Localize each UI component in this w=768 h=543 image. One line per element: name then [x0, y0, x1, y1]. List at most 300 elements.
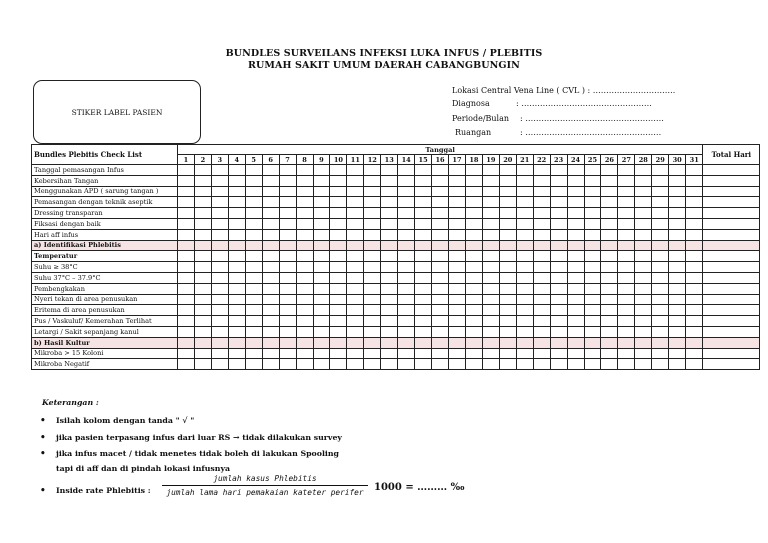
check-cell[interactable]: [533, 316, 550, 327]
check-cell[interactable]: [228, 305, 245, 316]
check-cell[interactable]: [499, 197, 516, 208]
check-cell[interactable]: [533, 272, 550, 283]
check-cell[interactable]: [550, 294, 567, 305]
check-cell[interactable]: [652, 283, 669, 294]
check-cell[interactable]: [465, 294, 482, 305]
check-cell[interactable]: [618, 305, 635, 316]
check-cell[interactable]: [398, 186, 415, 197]
check-cell[interactable]: [550, 337, 567, 348]
check-cell[interactable]: [245, 197, 262, 208]
check-cell[interactable]: [398, 240, 415, 251]
check-cell[interactable]: [228, 348, 245, 359]
check-cell[interactable]: [567, 208, 584, 219]
check-cell[interactable]: [516, 186, 533, 197]
check-cell[interactable]: [330, 272, 347, 283]
check-cell[interactable]: [550, 208, 567, 219]
check-cell[interactable]: [584, 283, 601, 294]
check-cell[interactable]: [567, 316, 584, 327]
total-cell[interactable]: [703, 262, 760, 273]
check-cell[interactable]: [533, 337, 550, 348]
check-cell[interactable]: [533, 326, 550, 337]
check-cell[interactable]: [482, 208, 499, 219]
check-cell[interactable]: [618, 186, 635, 197]
check-cell[interactable]: [686, 208, 703, 219]
check-cell[interactable]: [262, 197, 279, 208]
check-cell[interactable]: [499, 294, 516, 305]
check-cell[interactable]: [381, 359, 398, 370]
check-cell[interactable]: [194, 186, 211, 197]
check-cell[interactable]: [313, 272, 330, 283]
check-cell[interactable]: [601, 251, 618, 262]
total-cell[interactable]: [703, 240, 760, 251]
check-cell[interactable]: [381, 337, 398, 348]
check-cell[interactable]: [178, 272, 195, 283]
check-cell[interactable]: [330, 359, 347, 370]
check-cell[interactable]: [465, 186, 482, 197]
check-cell[interactable]: [567, 262, 584, 273]
check-cell[interactable]: [262, 251, 279, 262]
check-cell[interactable]: [262, 229, 279, 240]
check-cell[interactable]: [178, 337, 195, 348]
check-cell[interactable]: [449, 208, 466, 219]
check-cell[interactable]: [567, 197, 584, 208]
check-cell[interactable]: [211, 262, 228, 273]
check-cell[interactable]: [465, 272, 482, 283]
total-cell[interactable]: [703, 229, 760, 240]
check-cell[interactable]: [245, 229, 262, 240]
check-cell[interactable]: [228, 326, 245, 337]
check-cell[interactable]: [686, 359, 703, 370]
check-cell[interactable]: [449, 251, 466, 262]
check-cell[interactable]: [465, 229, 482, 240]
check-cell[interactable]: [364, 348, 381, 359]
check-cell[interactable]: [398, 316, 415, 327]
check-cell[interactable]: [211, 218, 228, 229]
check-cell[interactable]: [584, 337, 601, 348]
check-cell[interactable]: [228, 208, 245, 219]
check-cell[interactable]: [432, 272, 449, 283]
check-cell[interactable]: [262, 359, 279, 370]
check-cell[interactable]: [482, 240, 499, 251]
total-cell[interactable]: [703, 197, 760, 208]
check-cell[interactable]: [669, 197, 686, 208]
check-cell[interactable]: [279, 240, 296, 251]
check-cell[interactable]: [618, 337, 635, 348]
check-cell[interactable]: [364, 262, 381, 273]
check-cell[interactable]: [262, 262, 279, 273]
check-cell[interactable]: [618, 359, 635, 370]
check-cell[interactable]: [533, 283, 550, 294]
check-cell[interactable]: [499, 218, 516, 229]
check-cell[interactable]: [618, 175, 635, 186]
check-cell[interactable]: [465, 208, 482, 219]
check-cell[interactable]: [516, 229, 533, 240]
check-cell[interactable]: [313, 175, 330, 186]
check-cell[interactable]: [415, 326, 432, 337]
check-cell[interactable]: [618, 326, 635, 337]
check-cell[interactable]: [194, 229, 211, 240]
check-cell[interactable]: [347, 251, 364, 262]
check-cell[interactable]: [296, 359, 313, 370]
check-cell[interactable]: [415, 186, 432, 197]
check-cell[interactable]: [228, 229, 245, 240]
check-cell[interactable]: [669, 316, 686, 327]
check-cell[interactable]: [635, 175, 652, 186]
check-cell[interactable]: [516, 208, 533, 219]
check-cell[interactable]: [398, 262, 415, 273]
check-cell[interactable]: [313, 337, 330, 348]
check-cell[interactable]: [211, 175, 228, 186]
check-cell[interactable]: [669, 359, 686, 370]
check-cell[interactable]: [669, 240, 686, 251]
check-cell[interactable]: [347, 337, 364, 348]
check-cell[interactable]: [415, 218, 432, 229]
check-cell[interactable]: [482, 305, 499, 316]
check-cell[interactable]: [686, 175, 703, 186]
check-cell[interactable]: [279, 229, 296, 240]
check-cell[interactable]: [584, 197, 601, 208]
check-cell[interactable]: [618, 251, 635, 262]
check-cell[interactable]: [516, 175, 533, 186]
check-cell[interactable]: [449, 283, 466, 294]
check-cell[interactable]: [398, 326, 415, 337]
check-cell[interactable]: [364, 272, 381, 283]
total-cell[interactable]: [703, 359, 760, 370]
check-cell[interactable]: [533, 359, 550, 370]
check-cell[interactable]: [364, 337, 381, 348]
check-cell[interactable]: [499, 229, 516, 240]
check-cell[interactable]: [449, 337, 466, 348]
check-cell[interactable]: [178, 175, 195, 186]
check-cell[interactable]: [686, 240, 703, 251]
check-cell[interactable]: [279, 262, 296, 273]
check-cell[interactable]: [330, 186, 347, 197]
check-cell[interactable]: [618, 272, 635, 283]
check-cell[interactable]: [465, 251, 482, 262]
check-cell[interactable]: [228, 186, 245, 197]
check-cell[interactable]: [178, 165, 195, 176]
check-cell[interactable]: [584, 326, 601, 337]
check-cell[interactable]: [178, 359, 195, 370]
check-cell[interactable]: [313, 208, 330, 219]
check-cell[interactable]: [279, 272, 296, 283]
check-cell[interactable]: [211, 186, 228, 197]
check-cell[interactable]: [296, 305, 313, 316]
check-cell[interactable]: [482, 165, 499, 176]
lokasi-dots[interactable]: ………………………….: [592, 86, 676, 95]
check-cell[interactable]: [533, 294, 550, 305]
check-cell[interactable]: [211, 305, 228, 316]
check-cell[interactable]: [228, 175, 245, 186]
check-cell[interactable]: [550, 326, 567, 337]
check-cell[interactable]: [296, 326, 313, 337]
check-cell[interactable]: [330, 262, 347, 273]
check-cell[interactable]: [567, 218, 584, 229]
check-cell[interactable]: [465, 197, 482, 208]
check-cell[interactable]: [347, 316, 364, 327]
check-cell[interactable]: [245, 251, 262, 262]
check-cell[interactable]: [432, 262, 449, 273]
check-cell[interactable]: [194, 197, 211, 208]
check-cell[interactable]: [194, 262, 211, 273]
check-cell[interactable]: [499, 316, 516, 327]
check-cell[interactable]: [398, 294, 415, 305]
check-cell[interactable]: [398, 229, 415, 240]
check-cell[interactable]: [330, 208, 347, 219]
check-cell[interactable]: [584, 175, 601, 186]
check-cell[interactable]: [601, 175, 618, 186]
check-cell[interactable]: [584, 208, 601, 219]
check-cell[interactable]: [601, 272, 618, 283]
check-cell[interactable]: [533, 251, 550, 262]
check-cell[interactable]: [228, 337, 245, 348]
check-cell[interactable]: [618, 197, 635, 208]
total-cell[interactable]: [703, 186, 760, 197]
check-cell[interactable]: [669, 283, 686, 294]
check-cell[interactable]: [652, 305, 669, 316]
check-cell[interactable]: [533, 165, 550, 176]
check-cell[interactable]: [499, 272, 516, 283]
check-cell[interactable]: [635, 186, 652, 197]
check-cell[interactable]: [635, 218, 652, 229]
check-cell[interactable]: [669, 294, 686, 305]
check-cell[interactable]: [381, 197, 398, 208]
check-cell[interactable]: [364, 165, 381, 176]
check-cell[interactable]: [465, 165, 482, 176]
check-cell[interactable]: [601, 165, 618, 176]
check-cell[interactable]: [686, 305, 703, 316]
check-cell[interactable]: [381, 218, 398, 229]
check-cell[interactable]: [482, 294, 499, 305]
check-cell[interactable]: [262, 165, 279, 176]
check-cell[interactable]: [347, 197, 364, 208]
check-cell[interactable]: [533, 208, 550, 219]
check-cell[interactable]: [211, 165, 228, 176]
check-cell[interactable]: [449, 348, 466, 359]
check-cell[interactable]: [211, 359, 228, 370]
check-cell[interactable]: [669, 348, 686, 359]
check-cell[interactable]: [194, 294, 211, 305]
check-cell[interactable]: [584, 294, 601, 305]
check-cell[interactable]: [482, 175, 499, 186]
check-cell[interactable]: [618, 348, 635, 359]
total-cell[interactable]: [703, 305, 760, 316]
check-cell[interactable]: [364, 283, 381, 294]
check-cell[interactable]: [635, 165, 652, 176]
check-cell[interactable]: [567, 348, 584, 359]
check-cell[interactable]: [245, 337, 262, 348]
check-cell[interactable]: [449, 359, 466, 370]
check-cell[interactable]: [296, 283, 313, 294]
check-cell[interactable]: [550, 272, 567, 283]
check-cell[interactable]: [635, 316, 652, 327]
total-cell[interactable]: [703, 348, 760, 359]
check-cell[interactable]: [228, 359, 245, 370]
check-cell[interactable]: [567, 283, 584, 294]
check-cell[interactable]: [194, 316, 211, 327]
check-cell[interactable]: [499, 305, 516, 316]
check-cell[interactable]: [550, 229, 567, 240]
check-cell[interactable]: [313, 326, 330, 337]
check-cell[interactable]: [601, 326, 618, 337]
check-cell[interactable]: [245, 240, 262, 251]
check-cell[interactable]: [245, 262, 262, 273]
check-cell[interactable]: [262, 337, 279, 348]
check-cell[interactable]: [313, 359, 330, 370]
check-cell[interactable]: [194, 165, 211, 176]
check-cell[interactable]: [652, 197, 669, 208]
check-cell[interactable]: [398, 208, 415, 219]
check-cell[interactable]: [465, 337, 482, 348]
check-cell[interactable]: [516, 326, 533, 337]
check-cell[interactable]: [347, 348, 364, 359]
check-cell[interactable]: [432, 251, 449, 262]
check-cell[interactable]: [432, 197, 449, 208]
check-cell[interactable]: [686, 251, 703, 262]
check-cell[interactable]: [635, 305, 652, 316]
check-cell[interactable]: [194, 305, 211, 316]
check-cell[interactable]: [262, 218, 279, 229]
check-cell[interactable]: [550, 348, 567, 359]
check-cell[interactable]: [178, 348, 195, 359]
check-cell[interactable]: [415, 305, 432, 316]
check-cell[interactable]: [618, 229, 635, 240]
check-cell[interactable]: [398, 305, 415, 316]
check-cell[interactable]: [381, 208, 398, 219]
check-cell[interactable]: [652, 272, 669, 283]
check-cell[interactable]: [262, 208, 279, 219]
check-cell[interactable]: [364, 294, 381, 305]
check-cell[interactable]: [313, 186, 330, 197]
check-cell[interactable]: [432, 175, 449, 186]
check-cell[interactable]: [262, 294, 279, 305]
check-cell[interactable]: [415, 283, 432, 294]
check-cell[interactable]: [347, 283, 364, 294]
check-cell[interactable]: [194, 251, 211, 262]
check-cell[interactable]: [194, 337, 211, 348]
check-cell[interactable]: [482, 359, 499, 370]
check-cell[interactable]: [516, 218, 533, 229]
check-cell[interactable]: [364, 208, 381, 219]
check-cell[interactable]: [635, 326, 652, 337]
check-cell[interactable]: [364, 316, 381, 327]
check-cell[interactable]: [296, 186, 313, 197]
check-cell[interactable]: [533, 197, 550, 208]
check-cell[interactable]: [550, 218, 567, 229]
check-cell[interactable]: [449, 294, 466, 305]
check-cell[interactable]: [296, 262, 313, 273]
check-cell[interactable]: [449, 186, 466, 197]
check-cell[interactable]: [398, 175, 415, 186]
check-cell[interactable]: [347, 208, 364, 219]
check-cell[interactable]: [313, 348, 330, 359]
check-cell[interactable]: [567, 251, 584, 262]
check-cell[interactable]: [482, 197, 499, 208]
check-cell[interactable]: [686, 316, 703, 327]
check-cell[interactable]: [194, 272, 211, 283]
check-cell[interactable]: [415, 165, 432, 176]
check-cell[interactable]: [296, 316, 313, 327]
check-cell[interactable]: [432, 208, 449, 219]
check-cell[interactable]: [618, 294, 635, 305]
check-cell[interactable]: [669, 305, 686, 316]
check-cell[interactable]: [313, 305, 330, 316]
check-cell[interactable]: [245, 283, 262, 294]
check-cell[interactable]: [686, 337, 703, 348]
check-cell[interactable]: [584, 229, 601, 240]
check-cell[interactable]: [211, 251, 228, 262]
check-cell[interactable]: [245, 294, 262, 305]
check-cell[interactable]: [652, 251, 669, 262]
check-cell[interactable]: [279, 305, 296, 316]
check-cell[interactable]: [567, 175, 584, 186]
check-cell[interactable]: [347, 272, 364, 283]
check-cell[interactable]: [550, 197, 567, 208]
check-cell[interactable]: [449, 240, 466, 251]
check-cell[interactable]: [415, 262, 432, 273]
check-cell[interactable]: [347, 240, 364, 251]
check-cell[interactable]: [635, 272, 652, 283]
check-cell[interactable]: [330, 294, 347, 305]
check-cell[interactable]: [432, 337, 449, 348]
check-cell[interactable]: [516, 316, 533, 327]
check-cell[interactable]: [313, 218, 330, 229]
check-cell[interactable]: [245, 359, 262, 370]
check-cell[interactable]: [364, 186, 381, 197]
check-cell[interactable]: [499, 240, 516, 251]
check-cell[interactable]: [347, 165, 364, 176]
check-cell[interactable]: [601, 294, 618, 305]
check-cell[interactable]: [279, 208, 296, 219]
check-cell[interactable]: [313, 165, 330, 176]
check-cell[interactable]: [381, 175, 398, 186]
check-cell[interactable]: [533, 229, 550, 240]
check-cell[interactable]: [279, 175, 296, 186]
check-cell[interactable]: [584, 218, 601, 229]
check-cell[interactable]: [432, 359, 449, 370]
check-cell[interactable]: [296, 208, 313, 219]
check-cell[interactable]: [499, 208, 516, 219]
check-cell[interactable]: [262, 186, 279, 197]
check-cell[interactable]: [686, 218, 703, 229]
check-cell[interactable]: [567, 165, 584, 176]
check-cell[interactable]: [313, 283, 330, 294]
check-cell[interactable]: [262, 326, 279, 337]
check-cell[interactable]: [296, 272, 313, 283]
check-cell[interactable]: [178, 316, 195, 327]
check-cell[interactable]: [669, 251, 686, 262]
check-cell[interactable]: [211, 208, 228, 219]
check-cell[interactable]: [533, 186, 550, 197]
check-cell[interactable]: [364, 229, 381, 240]
check-cell[interactable]: [449, 175, 466, 186]
check-cell[interactable]: [262, 316, 279, 327]
check-cell[interactable]: [550, 283, 567, 294]
check-cell[interactable]: [313, 240, 330, 251]
check-cell[interactable]: [516, 359, 533, 370]
check-cell[interactable]: [669, 326, 686, 337]
total-cell[interactable]: [703, 316, 760, 327]
check-cell[interactable]: [516, 305, 533, 316]
check-cell[interactable]: [245, 218, 262, 229]
check-cell[interactable]: [228, 240, 245, 251]
check-cell[interactable]: [584, 240, 601, 251]
check-cell[interactable]: [482, 251, 499, 262]
check-cell[interactable]: [618, 165, 635, 176]
total-cell[interactable]: [703, 175, 760, 186]
check-cell[interactable]: [178, 283, 195, 294]
check-cell[interactable]: [178, 326, 195, 337]
